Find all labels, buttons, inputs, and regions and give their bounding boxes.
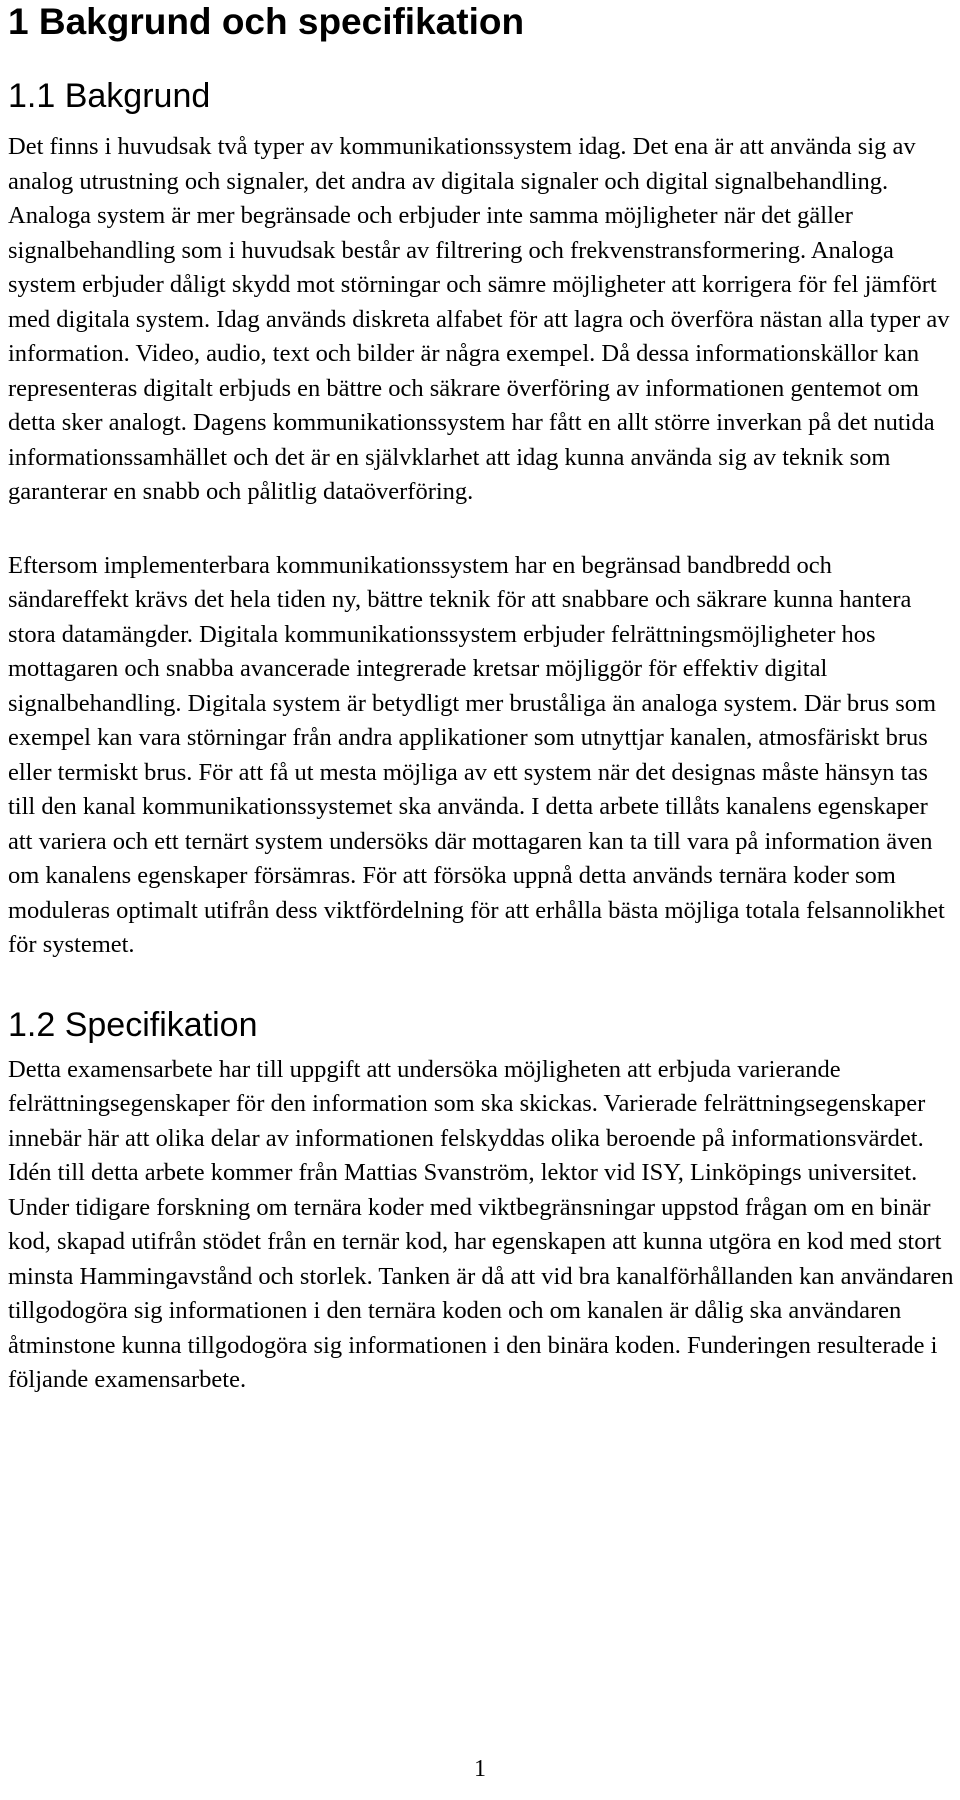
section-heading-bakgrund: 1.1 Bakgrund xyxy=(8,77,211,115)
paragraph-specifikation-1: Detta examensarbete har till uppgift att undersöka möjligheten att erbjuda varierande felrättningsegenskaper för den information som ska skickas. Varierade felrättningsegenskaper innebär här att olika delar av informationen felskyddas olika beroende på informationsvärdet. Idén till detta arbete kommer från Mattias Svanström, lektor vid ISY, Linköpings universitet. Under tidigare forskning om ternära koder med viktbegränsningar uppstod frågan om en binär kod, skapad utifrån stödet från en ternär kod, har egenskapen att kunna utgöra en kod med stort minsta Hammingavstånd och storlek. Tanken är då att vid bra kanalförhållanden kan användaren tillgodogöra sig informationen i den ternära koden och om kanalen är dålig ska användaren åtminstone kunna tillgodogöra sig informationen i den binära koden. Funderingen resulterade i följande examensarbete. xyxy=(8,1055,954,1393)
section-heading-specifikation: 1.2 Specifikation xyxy=(8,1005,258,1044)
paragraph-bakgrund-1: Det finns i huvudsak två typer av kommunikationssystem idag. Det ena är att använda sig av analog utrustning och signaler, det andra av digitala signaler och digital signalbehandling. Analoga system är mer begränsade och erbjuder inte samma möjligheter när det gäller signalbehandling som i huvudsak består av filtrering och frekvenstransformering. Analoga system erbjuder dåligt skydd mot störningar och sämre möjligheter att korrigera för fel jämfört med digitala system. Idag används diskreta alfabet för att lagra och överföra nästan alla typer av information. Video, audio, text och bilder är några exempel. Då dessa informationskällor kan representeras digitalt erbjuds en bättre och säkrare överföring av informationen gentemot om detta sker analogt. Dagens kommunikationssystem har fått en allt större inverkan på det nutida informationssamhället och det är en självklarhet att idag kunna använda sig av teknik som garanterar en snabb och pålitlig dataöverföring. xyxy=(8,133,950,505)
document-page xyxy=(8,0,956,1398)
chapter-heading: 1 Bakgrund och specifikation xyxy=(8,1,525,42)
page-number: 1 xyxy=(474,1756,486,1782)
paragraph-bakgrund-2: Eftersom implementerbara kommunikationssystem har en begränsad bandbredd och sändareffekt krävs det hela tiden ny, bättre teknik för att snabbare och säkrare kunna hantera stora datamängder. Digitala kommunikationssystem erbjuder felrättningsmöjligheter hos mottagaren och snabba avancerade integrerade kretsar möjliggör för effektiv digital signalbehandling. Digitala system är betydligt mer bruståliga än analoga system. Där brus som exempel kan vara störningar från andra applikationer som utnyttjar kanalen, atmosfäriskt brus eller termiskt brus. För att få ut mesta möjliga av ett system när det designas måste hänsyn tas till den kanal kommunikationssystemet ska använda. I detta arbete tillåts kanalens egenskaper att variera och ett ternärt system undersöks där mottagaren kan ta till vara på information även om kanalens egenskaper försämras. För att försöka uppnå detta används ternära koder som moduleras optimalt utifrån dess viktfördelning för att erhålla bästa möjliga totala felsannolikhet för systemet. xyxy=(8,551,945,958)
